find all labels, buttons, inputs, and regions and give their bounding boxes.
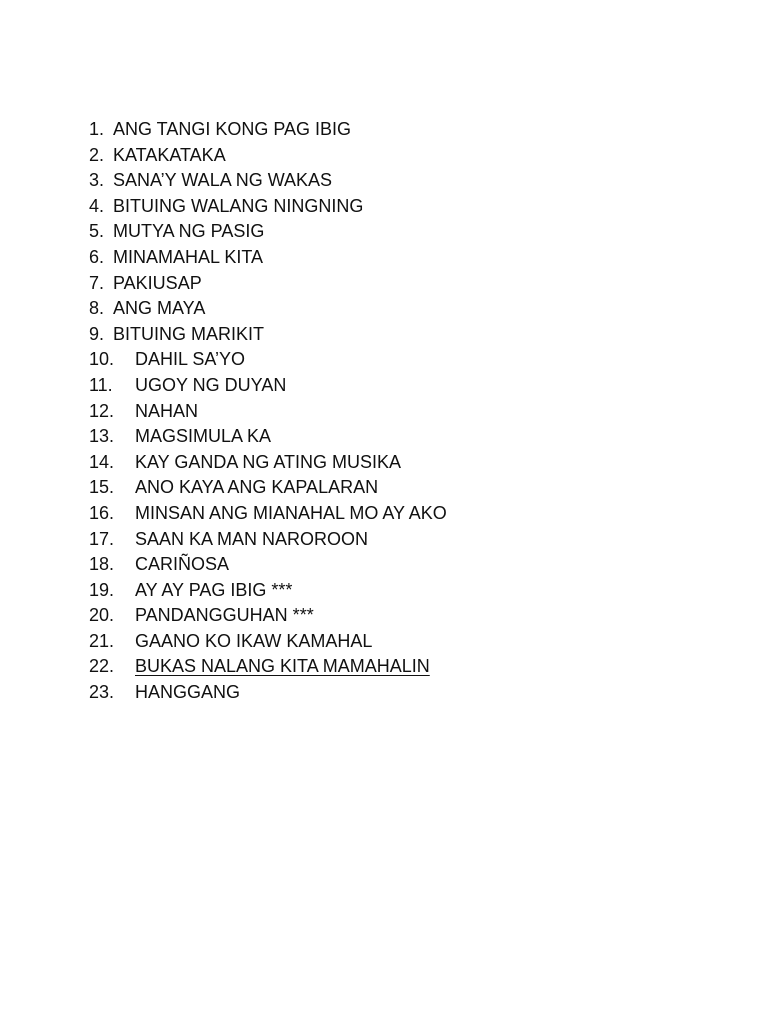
song-title: AY AY PAG IBIG *** <box>135 579 293 600</box>
song-title: CARIÑOSA <box>135 554 230 575</box>
song-title: SAAN KA MAN NAROROON <box>135 528 369 549</box>
song-list-item <box>89 143 447 169</box>
song-list-item <box>89 475 447 501</box>
song-title: PANDANGGUHAN *** <box>135 605 314 626</box>
song-list-item <box>89 501 447 527</box>
song-title: ANG MAYA <box>113 298 206 319</box>
song-list-item <box>89 603 447 629</box>
song-title: PAKIUSAP <box>113 272 202 293</box>
song-number: 8. <box>89 298 105 319</box>
song-title: NAHAN <box>135 400 199 421</box>
song-title: MUTYA NG PASIG <box>113 221 265 242</box>
song-number: 20. <box>89 605 115 626</box>
song-list-item <box>89 373 447 399</box>
song-number: 19. <box>89 579 115 600</box>
song-list-item <box>89 424 447 450</box>
song-number: 14. <box>89 451 115 472</box>
song-title: GAANO KO IKAW KAMAHAL <box>135 630 373 651</box>
song-number: 4. <box>89 195 105 216</box>
song-number: 17. <box>89 528 115 549</box>
song-number: 22. <box>89 656 115 677</box>
song-title: ANO KAYA ANG KAPALARAN <box>135 477 379 498</box>
song-title: MINAMAHAL KITA <box>113 246 264 267</box>
song-number: 3. <box>89 170 105 191</box>
song-title: BUKAS NALANG KITA MAMAHALIN <box>135 656 430 677</box>
song-title: UGOY NG DUYAN <box>135 374 287 395</box>
song-title: MAGSIMULA KA <box>135 426 272 447</box>
song-list-item <box>89 347 447 373</box>
song-title: BITUING MARIKIT <box>113 323 265 344</box>
song-number: 21. <box>89 630 115 651</box>
song-title: HANGGANG <box>135 682 241 703</box>
song-number: 1. <box>89 119 105 139</box>
song-number: 5. <box>89 221 105 242</box>
song-number: 10. <box>89 349 115 370</box>
song-list-item <box>89 629 447 655</box>
song-number: 16. <box>89 502 115 523</box>
song-list-item <box>89 117 447 143</box>
song-list-item <box>89 578 447 604</box>
song-list-item <box>89 245 447 271</box>
song-list-item <box>89 168 447 194</box>
song-list <box>89 117 447 706</box>
song-list-item <box>89 654 447 680</box>
song-title: KATAKATAKA <box>113 144 226 165</box>
song-title: KAY GANDA NG ATING MUSIKA <box>135 451 402 472</box>
song-number: 23. <box>89 682 115 703</box>
song-list-item <box>89 271 447 297</box>
song-number: 2. <box>89 144 105 165</box>
song-list-item <box>89 322 447 348</box>
song-title: BITUING WALANG NINGNING <box>113 195 364 216</box>
song-number: 15. <box>89 477 115 498</box>
song-list-item <box>89 194 447 220</box>
song-list-item <box>89 296 447 322</box>
song-title: MINSAN ANG MIANAHAL MO AY AKO <box>135 502 447 523</box>
song-list-item <box>89 399 447 425</box>
song-number: 9. <box>89 323 105 344</box>
song-list-item <box>89 219 447 245</box>
song-number: 11. <box>89 374 113 395</box>
song-number: 12. <box>89 400 115 421</box>
song-title: ANG TANGI KONG PAG IBIG <box>113 119 352 139</box>
song-number: 6. <box>89 246 105 267</box>
song-title: SANA’Y WALA NG WAKAS <box>113 170 333 191</box>
song-number: 7. <box>89 272 105 293</box>
song-number: 13. <box>89 426 115 447</box>
song-title: DAHIL SA’YO <box>135 349 246 370</box>
song-number: 18. <box>89 554 115 575</box>
song-list-item <box>89 450 447 476</box>
song-list-item <box>89 680 447 706</box>
song-list-item <box>89 552 447 578</box>
song-list-item <box>89 527 447 553</box>
